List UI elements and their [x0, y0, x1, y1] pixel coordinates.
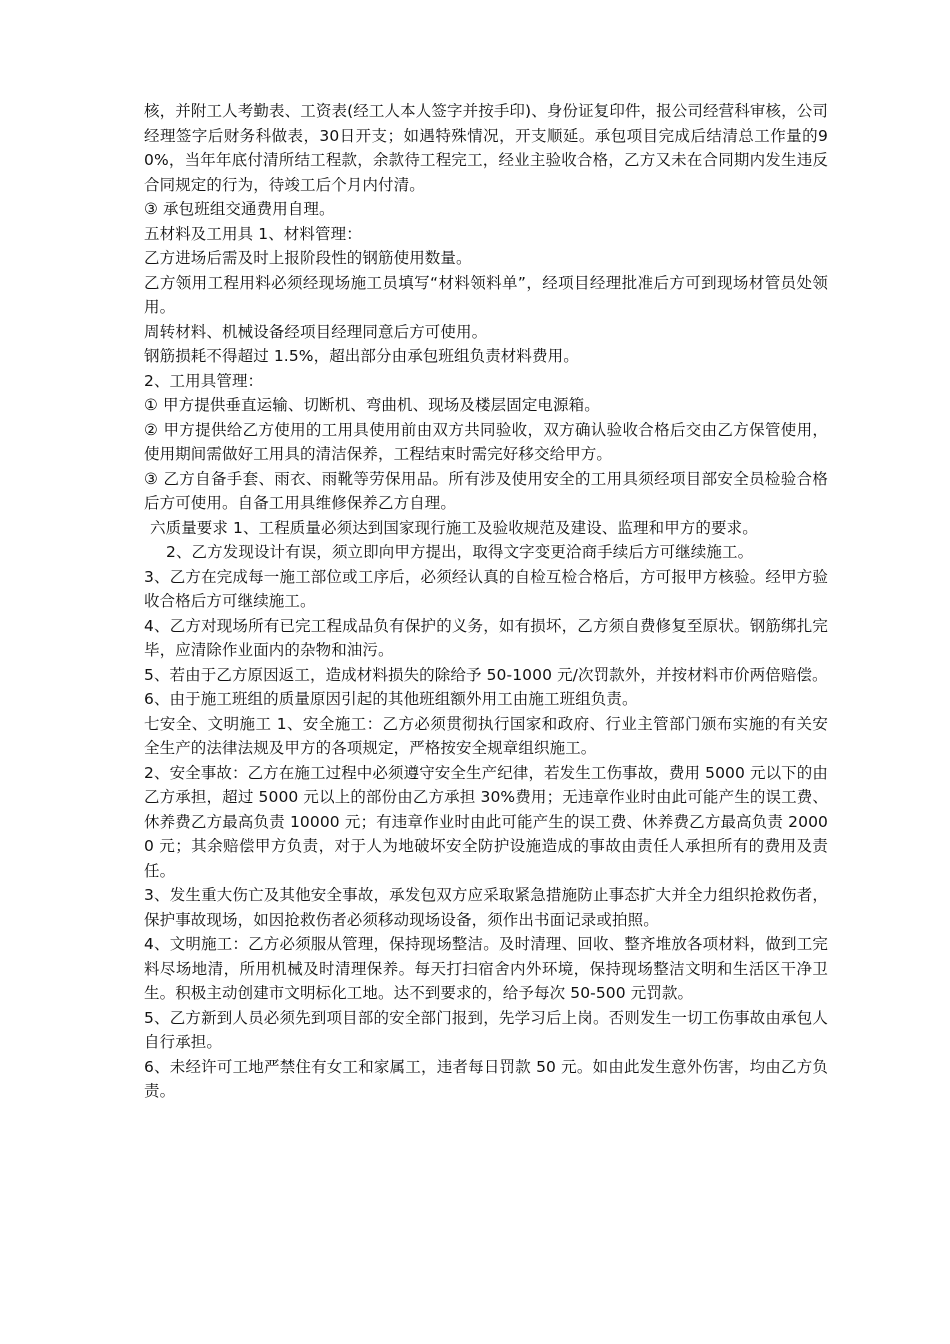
paragraph-product-protection: 4、乙方对现场所有已完工程成品负有保护的义务，如有损坏，乙方须自费修复至原状。钢筋绑扎完毕，应清除作业面内的杂物和油污。 [144, 616, 828, 659]
paragraph-material-requisition: 乙方领用工程用料必须经现场施工员填写“材料领料单”，经项目经理批准后方可到现场材管员处领用。 [144, 273, 828, 316]
paragraph-design-errors: 2、乙方发现设计有误，须立即向甲方提出，取得文字变更洽商手续后方可继续施工。 [166, 543, 754, 561]
document-body [144, 99, 828, 1104]
paragraph-safety-accidents: 2、安全事故：乙方在施工过程中必须遵守安全生产纪律，若发生工伤事故，费用 5000 元以下的由乙方承担，超过 5000 元以上的部份由乙方承担 30%费用；无违章作业时由此可能产生的误工费、休养费乙方最高负责 10000 元；有违章作业时由此可能产生的误工费、休养费乙方最高负责 20000 元；其余赔偿甲方负责，对于人为地破坏安全防护设施造成的事故由责任人承担所有的费用及责任。 [144, 763, 828, 880]
paragraph-equipment-use: 周转材料、机械设备经项目经理同意后方可使用。 [144, 322, 488, 341]
paragraph-site-residence: 6、未经许可工地严禁住有女工和家属工，违者每日罚款 50 元。如由此发生意外伤害，均由乙方负责。 [144, 1057, 828, 1100]
paragraph-self-inspection: 3、乙方在完成每一施工部位或工序后，必须经认真的自检互检合格后，方可报甲方核验。经甲方验收合格后方可继续施工。 [144, 567, 828, 610]
section-heading-quality: 六质量要求 1、工程质量必须达到国家现行施工及验收规范及建设、监理和甲方的要求。 [150, 518, 758, 537]
paragraph-tool-acceptance: ② 甲方提供给乙方使用的工用具使用前由双方共同验收，双方确认验收合格后交由乙方保管使用，使用期间需做好工用具的清洁保养，工程结束时需完好移交给甲方。 [144, 420, 828, 463]
paragraph-rebar-loss: 钢筋损耗不得超过 1.5%，超出部分由承包班组负责材料费用。 [144, 347, 579, 365]
subheading-tools: 2、工用具管理： [144, 371, 264, 390]
paragraph-extra-labor: 6、由于施工班组的质量原因引起的其他班组额外用工由施工班组负责。 [144, 690, 638, 708]
paragraph-new-personnel: 5、乙方新到人员必须先到项目部的安全部门报到，先学习后上岗。否则发生一切工伤事故由承包人自行承担。 [144, 1008, 828, 1051]
section-heading-safety: 七安全、文明施工 1、安全施工：乙方必须贯彻执行国家和政府、行业主管部门颁布实施的有关安全生产的法律法规及甲方的各项规定，严格按安全规章组织施工。 [144, 714, 828, 757]
paragraph-protective-gear: ③ 乙方自备手套、雨衣、雨靴等劳保用品。所有涉及使用安全的工用具须经项目部安全员检验合格后方可使用。自备工用具维修保养乙方自理。 [144, 469, 828, 512]
paragraph-rework-penalty: 5、若由于乙方原因返工，造成材料损失的除给予 50-1000 元/次罚款外，并按材料市价两倍赔偿。 [144, 665, 828, 684]
section-heading-materials: 五材料及工用具 1、材料管理： [144, 224, 362, 243]
paragraph-payment-terms: 核，并附工人考勤表、工资表(经工人本人签字并按手印)、身份证复印件，报公司经营科审核，公司经理签字后财务科做表，30日开支；如遇特殊情况，开支顺延。承包项目完成后结清总工作量的90%，当年年底付清所结工程款，余款待工程完工，经业主验收合格，乙方又未在合同期内发生违反合同规定的行为，待竣工后个月内付清。 [144, 102, 828, 194]
paragraph-major-accidents: 3、发生重大伤亡及其他安全事故，承发包双方应采取紧急措施防止事态扩大并全力组织抢救伤者，保护事故现场，如因抢救伤者必须移动现场设备，须作出书面记录或拍照。 [144, 886, 828, 929]
paragraph-civilized-construction: 4、文明施工：乙方必须服从管理，保持现场整洁。及时清理、回收、整齐堆放各项材料，做到工完料尽场地清，所用机械及时清理保养。每天打扫宿舍内外环境，保持现场整洁文明和生活区干净卫生。积极主动创建市文明标化工地。达不到要求的，给予每次 50-500 元罚款。 [144, 935, 828, 1002]
paragraph-rebar-report: 乙方进场后需及时上报阶段性的钢筋使用数量。 [144, 249, 472, 267]
paragraph-transport-cost: ③ 承包班组交通费用自理。 [144, 200, 335, 218]
paragraph-party-a-tools: ① 甲方提供垂直运输、切断机、弯曲机、现场及楼层固定电源箱。 [144, 396, 600, 414]
